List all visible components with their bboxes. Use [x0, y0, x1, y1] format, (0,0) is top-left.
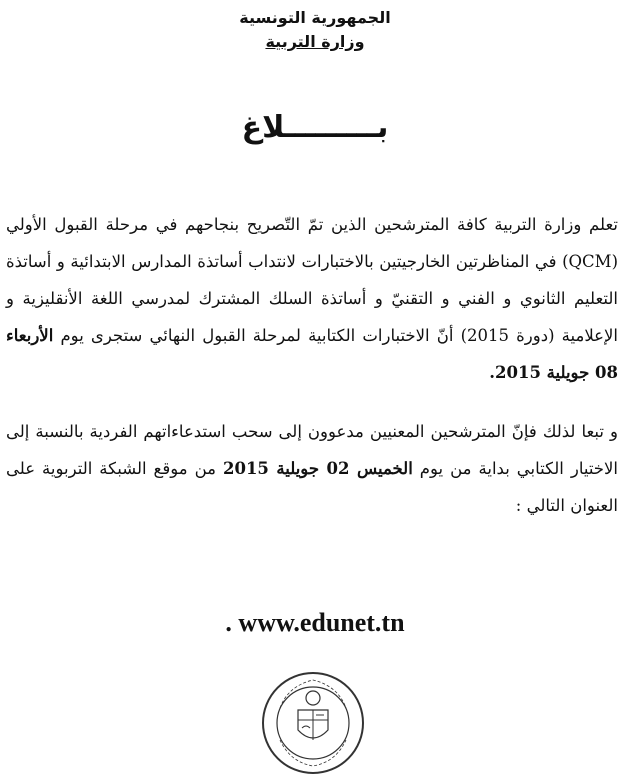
ministry-name: وزارة التربية: [265, 32, 365, 51]
exam-date: الأربعاء 08 جويلية 2015.: [6, 326, 618, 382]
ministry-stamp-icon: [258, 668, 368, 778]
paragraph-convocation: [6, 413, 618, 524]
paragraph-exam-date: [6, 206, 618, 391]
paragraph-convocation-text-after: من موقع الشبكة التربوية على العنوان التالي :: [6, 459, 618, 515]
republic-name: الجمهورية التونسية: [239, 8, 391, 27]
announcement-body: [6, 206, 618, 524]
convocation-date: الخميس 02 جويلية 2015: [222, 459, 413, 478]
paragraph-exam-date-text: تعلم وزارة التربية كافة المترشحين الذين تمّ التّصريح بنجاحهم في مرحلة القبول الأولي (QCM) في المناظرتين الخارجيتين بالاختبارات لانتداب أساتذة المدارس الابتدائية و أساتذة التعليم الثانوي و الفني و التقنيّ و أساتذة السلك المشترك لمدرسي اللغة الأنقليزية و الإعلامية (دورة 2015) أنّ الاختبارات الكتابية لمرحلة القبول النهائي ستجرى يوم: [6, 215, 618, 345]
paragraph-convocation-text-before: و تبعا لذلك فإنّ المترشحين المعنيين مدعوون إلى سحب استدعاءاتهم الفردية بالنسبة إلى الاختيار الكتابي بداية من يوم: [6, 422, 618, 478]
website-url[interactable]: . www.edunet.tn: [225, 608, 405, 637]
document-header: [200, 6, 430, 54]
announcement-title: بـــــــــلاغ: [241, 110, 389, 145]
